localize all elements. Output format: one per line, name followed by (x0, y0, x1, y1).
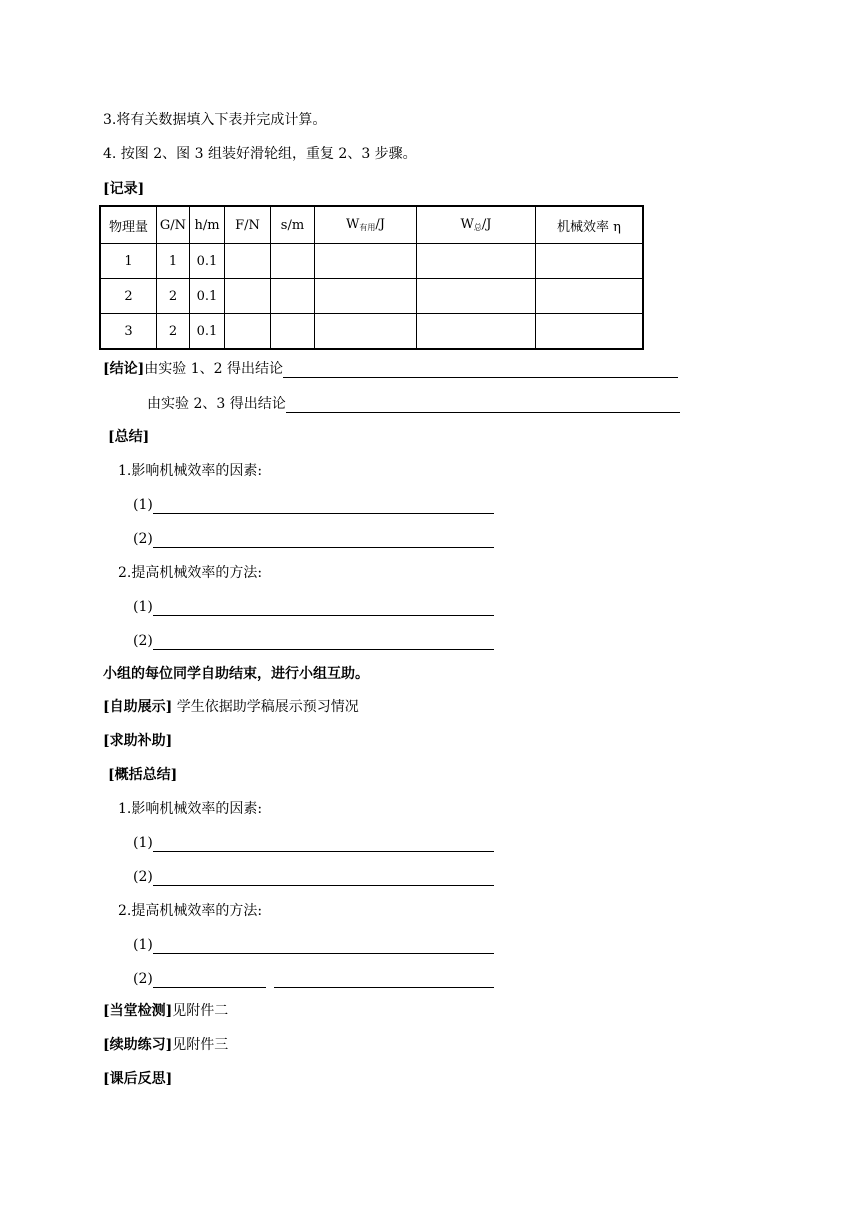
answer-blank[interactable] (153, 533, 494, 548)
cell-trial: 3 (100, 314, 157, 350)
header-h: h/m (190, 206, 225, 244)
summary-item-1: 1.影响机械效率的因素: (118, 463, 263, 479)
summary-blank-1 (133, 496, 494, 514)
generalize-blank-2 (133, 868, 494, 886)
table-row (100, 314, 643, 350)
cell-s[interactable] (271, 314, 315, 350)
reflect-heading: [课后反思] (103, 1071, 173, 1087)
test-text: 见附件二 (172, 1003, 229, 1019)
summary-item-2: 2.提高机械效率的方法: (118, 565, 263, 581)
header-efficiency: 机械效率 η (536, 206, 644, 244)
practice-text: 见附件三 (172, 1037, 229, 1053)
cell-trial: 2 (100, 279, 157, 314)
cell-efficiency[interactable] (536, 279, 644, 314)
answer-blank[interactable] (153, 601, 494, 616)
practice-label: [续助练习] (103, 1037, 173, 1053)
cell-efficiency[interactable] (536, 244, 644, 279)
cell-w-total[interactable] (417, 279, 536, 314)
answer-blank[interactable] (153, 939, 494, 954)
help-heading: [求助补助] (103, 733, 173, 749)
cell-h: 0.1 (190, 244, 225, 279)
summary-blank-4 (133, 632, 494, 650)
self-show (103, 698, 359, 716)
conclusion-2 (147, 395, 680, 413)
header-f: F/N (225, 206, 271, 244)
cell-h: 0.1 (190, 314, 225, 350)
header-g: G/N (157, 206, 190, 244)
conclusion-text-1: 由实验 1、2 得出结论 (144, 361, 283, 377)
table-header-row (100, 206, 643, 244)
summary-heading: [总结] (108, 429, 150, 445)
cell-f[interactable] (225, 279, 271, 314)
header-w-useful: $W_{有用}/J$ (315, 206, 417, 244)
self-show-text: 学生依据助学稿展示预习情况 (172, 699, 359, 715)
group-note: 小组的每位同学自助结束，进行小组互助。 (103, 666, 369, 682)
step-4: 4. 按图 2、图 3 组装好滑轮组，重复 2、3 步骤。 (103, 146, 417, 162)
answer-blank[interactable] (153, 635, 494, 650)
blank-number: (1) (133, 937, 153, 953)
conclusion-text-2: 由实验 2、3 得出结论 (147, 396, 286, 412)
header-w-total: $W_总/J$ (417, 206, 536, 244)
blank-number: (2) (133, 971, 153, 987)
cell-w-useful[interactable] (315, 279, 417, 314)
generalize-item-2: 2.提高机械效率的方法: (118, 903, 263, 919)
test-label: [当堂检测] (103, 1003, 173, 1019)
answer-blank[interactable] (286, 398, 680, 413)
cell-w-total[interactable] (417, 314, 536, 350)
generalize-heading: [概括总结] (108, 767, 178, 783)
generalize-blank-4 (133, 970, 494, 988)
cell-g: 1 (157, 244, 190, 279)
answer-blank[interactable] (274, 973, 494, 988)
blank-number: (2) (133, 869, 153, 885)
cell-f[interactable] (225, 244, 271, 279)
generalize-blank-1 (133, 834, 494, 852)
answer-blank[interactable] (153, 871, 494, 886)
table-row (100, 244, 643, 279)
cell-g: 2 (157, 314, 190, 350)
table-row (100, 279, 643, 314)
generalize-item-1: 1.影响机械效率的因素: (118, 801, 263, 817)
cell-trial: 1 (100, 244, 157, 279)
blank-number: (1) (133, 497, 153, 513)
record-heading: [记录] (103, 181, 145, 197)
blank-number: (1) (133, 599, 153, 615)
summary-blank-2 (133, 530, 494, 548)
cell-efficiency[interactable] (536, 314, 644, 350)
answer-blank[interactable] (153, 499, 494, 514)
cell-w-useful[interactable] (315, 314, 417, 350)
cell-s[interactable] (271, 279, 315, 314)
cell-w-total[interactable] (417, 244, 536, 279)
practice-line (103, 1036, 228, 1054)
blank-number: (2) (133, 531, 153, 547)
cell-s[interactable] (271, 244, 315, 279)
answer-blank[interactable] (283, 363, 678, 378)
header-s: s/m (271, 206, 315, 244)
blank-number: (2) (133, 633, 153, 649)
answer-blank[interactable] (153, 837, 494, 852)
cell-w-useful[interactable] (315, 244, 417, 279)
generalize-blank-3 (133, 936, 494, 954)
conclusion-1 (103, 360, 678, 378)
cell-g: 2 (157, 279, 190, 314)
cell-f[interactable] (225, 314, 271, 350)
conclusion-label: [结论] (103, 361, 145, 377)
answer-blank[interactable] (153, 973, 266, 988)
step-3: 3.将有关数据填入下表并完成计算。 (103, 112, 327, 128)
blank-number: (1) (133, 835, 153, 851)
cell-h: 0.1 (190, 279, 225, 314)
summary-blank-3 (133, 598, 494, 616)
test-line (103, 1002, 228, 1020)
self-show-label: [自助展示] (103, 699, 173, 715)
header-quantity: 物理量 (100, 206, 157, 244)
record-table (99, 205, 644, 350)
